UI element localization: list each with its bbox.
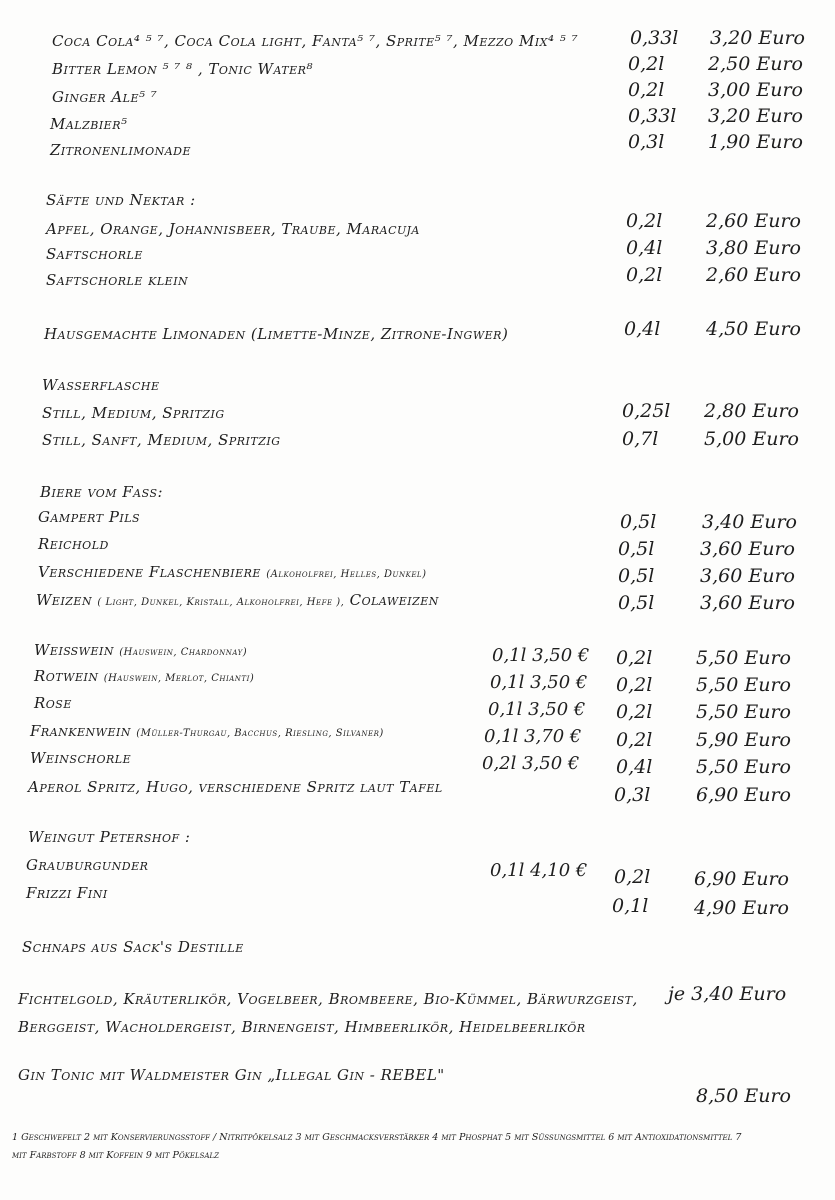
item-note: (Hauswein, Merlot, Chianti) [103,673,255,684]
item-name: Weinschorle [30,749,132,767]
section-title: Säfte und Nektar : [46,191,196,209]
item-price: je 3,40 Euro [668,983,787,1005]
item-price: 2,60 Euro [706,264,801,286]
item-name: Gin Tonic mit Waldmeister Gin „Illegal Gin - REBEL" [18,1066,445,1084]
item-price: 3,80 Euro [706,237,801,259]
item-price: 5,50 Euro [696,756,791,778]
item-price: 3,20 Euro [708,105,803,127]
item-name: Rose [34,694,72,712]
item-name: Coca Cola⁴ ⁵ ⁷, Coca Cola light, Fanta⁵ ⁷, Sprite⁵ ⁷, Mezzo Mix⁴ ⁵ ⁷ [52,32,579,50]
item-volume: 0,2l [626,210,663,232]
item-small-price: 0,1l 3,50 € [490,672,588,693]
item-volume: 0,2l [616,647,653,669]
item-name: Hausgemachte Limonaden (Limette-Minze, Zitrone-Ingwer) [44,325,509,343]
item-volume: 0,5l [618,592,655,614]
item-name-text: Weizen [36,591,93,609]
item-small-price: 0,1l 3,50 € [488,699,586,720]
item-name [38,563,426,581]
item-price: 4,90 Euro [694,897,789,919]
item-small-price: 0,2l 3,50 € [482,753,580,774]
schnaps-list-line: Berggeist, Wacholdergeist, Birnengeist, Himbeerlikör, Heidelbeerlikör [18,1018,586,1036]
footnote-line: 1 Geschwefelt 2 mit Konservierungsstoff / Nitritpökelsalz 3 mit Geschmacksverstärker 4 mit Phosphat 5 mit Süßungsmittel 6 mit Antioxidationsmittel 7 [12,1132,742,1143]
item-price: 8,50 Euro [696,1085,791,1107]
item-volume: 0,33l [630,27,679,49]
item-volume: 0,2l [626,264,663,286]
item-volume: 0,25l [622,400,671,422]
item-price: 5,50 Euro [696,674,791,696]
item-volume: 0,2l [614,866,651,888]
item-volume: 0,1l [612,895,649,917]
item-price: 5,00 Euro [704,428,799,450]
item-name: Reichold [38,535,109,553]
item-small-price: 0,1l 3,50 € [492,645,590,666]
item-price: 2,60 Euro [706,210,801,232]
item-price: 5,50 Euro [696,701,791,723]
item-name: Malzbier⁵ [50,115,128,133]
section-title: Biere vom Fass: [40,483,164,501]
item-name-text: Rotwein [34,667,99,685]
item-name [30,722,384,740]
item-volume: 0,3l [614,784,651,806]
item-price: 6,90 Euro [696,784,791,806]
item-name-text-2: Colaweizen [349,591,439,609]
item-volume: 0,4l [616,756,653,778]
section-title: Wasserflasche [42,376,160,394]
item-volume: 0,7l [622,428,659,450]
item-price: 3,20 Euro [710,27,805,49]
item-price: 3,60 Euro [700,565,795,587]
item-price: 3,00 Euro [708,79,803,101]
item-name [34,667,254,685]
item-note: (Alkoholfrei, Helles, Dunkel) [266,569,427,580]
item-price: 2,80 Euro [704,400,799,422]
item-small-price: 0,1l 4,10 € [490,860,588,881]
item-note: (Hauswein, Chardonnay) [119,647,248,658]
item-price: 5,90 Euro [696,729,791,751]
item-name: Saftschorle [46,245,143,263]
item-price: 2,50 Euro [708,53,803,75]
item-name: Ginger Ale⁵ ⁷ [52,88,158,106]
item-name [36,591,439,609]
item-price: 1,90 Euro [708,131,803,153]
item-price: 5,50 Euro [696,647,791,669]
item-price: 6,90 Euro [694,868,789,890]
item-volume: 0,4l [624,318,661,340]
item-name: Still, Sanft, Medium, Spritzig [42,431,281,449]
item-small-price: 0,1l 3,70 € [484,726,582,747]
item-price: 3,60 Euro [700,592,795,614]
item-price: 3,60 Euro [700,538,795,560]
item-name [34,641,247,659]
item-name: Still, Medium, Spritzig [42,404,225,422]
item-name-text: Weißwein [34,641,114,659]
item-volume: 0,4l [626,237,663,259]
item-volume: 0,5l [618,538,655,560]
item-note: (Müller-Thurgau, Bacchus, Riesling, Silvaner) [136,728,384,739]
item-name: Gampert Pils [38,508,141,526]
item-volume: 0,2l [616,701,653,723]
item-price: 4,50 Euro [706,318,801,340]
item-name-text: Verschiedene Flaschenbiere [38,563,261,581]
item-volume: 0,2l [628,53,665,75]
item-volume: 0,2l [616,729,653,751]
item-name: Frizzi Fini [26,884,108,902]
item-volume: 0,33l [628,105,677,127]
section-title: Weingut Petershof : [28,828,191,846]
item-volume: 0,5l [618,565,655,587]
item-price: 3,40 Euro [702,511,797,533]
item-name: Aperol Spritz, Hugo, verschiedene Spritz laut Tafel [28,778,443,796]
section-title: Schnaps aus Sack's Destille [22,938,244,956]
footnote-line: mit Farbstoff 8 mit Koffein 9 mit Pökelsalz [12,1150,220,1161]
item-name-text: Frankenwein [30,722,131,740]
item-name: Grauburgunder [26,856,149,874]
item-volume: 0,3l [628,131,665,153]
item-name: Bitter Lemon ⁵ ⁷ ⁸ , Tonic Water⁸ [52,60,313,78]
item-name: Saftschorle klein [46,271,189,289]
item-volume: 0,2l [628,79,665,101]
item-volume: 0,5l [620,511,657,533]
schnaps-list-line: Fichtelgold, Kräuterlikör, Vogelbeer, Brombeere, Bio-Kümmel, Bärwurzgeist, [18,990,638,1008]
item-note: ( Light, Dunkel, Kristall, Alkoholfrei, Hefe ), [97,597,345,608]
item-name: Apfel, Orange, Johannisbeer, Traube, Maracuja [46,220,420,238]
item-name: Zitronenlimonade [50,141,192,159]
item-volume: 0,2l [616,674,653,696]
